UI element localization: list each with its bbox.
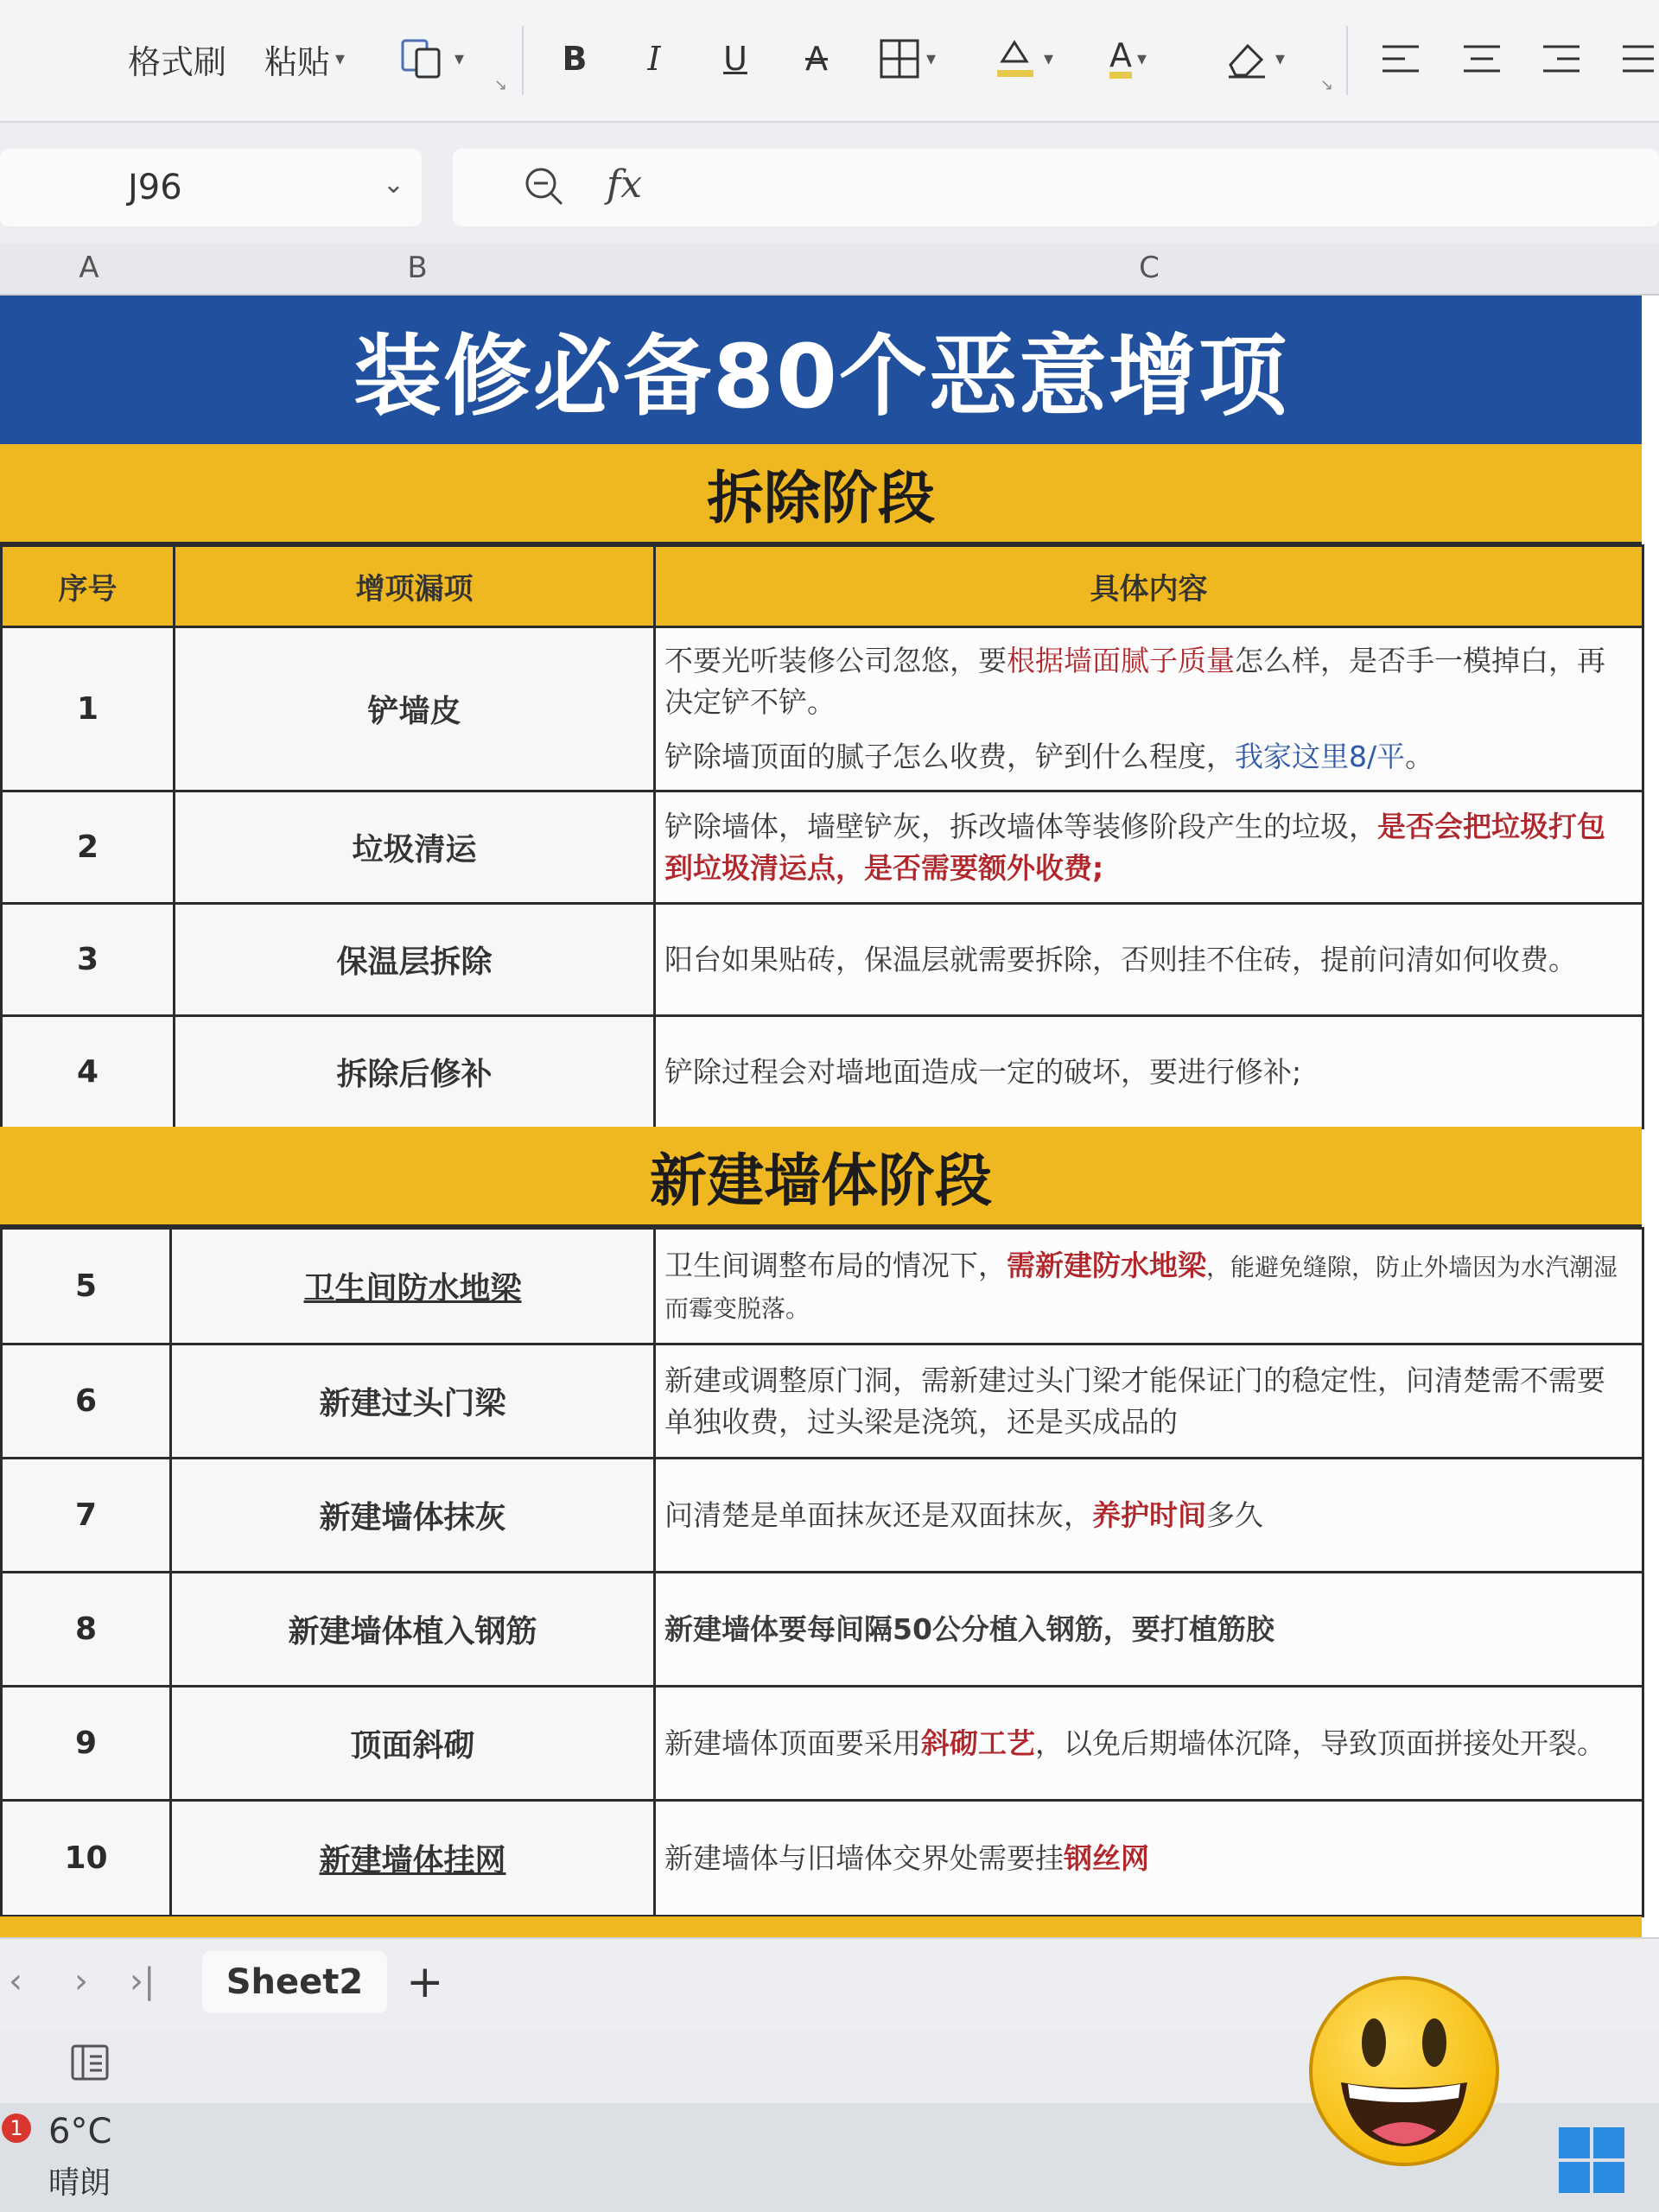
- weather-temperature[interactable]: 6°C: [48, 2112, 112, 2152]
- ribbon-separator: [522, 26, 524, 95]
- scroll-last-sheet-icon[interactable]: ›|: [130, 1961, 156, 2001]
- item-name[interactable]: 卫生间防水地梁: [171, 1229, 655, 1344]
- row-number[interactable]: 7: [2, 1459, 171, 1573]
- desc-highlight-red: 需新建防水地梁: [1007, 1248, 1206, 1282]
- paste-button[interactable]: [264, 33, 345, 85]
- desc-highlight-red: 钢丝网: [1064, 1840, 1149, 1875]
- justify-icon: [1619, 41, 1654, 76]
- section-header[interactable]: [0, 444, 1642, 544]
- sheet-tab[interactable]: [202, 1951, 387, 2013]
- formula-bar: [0, 123, 1659, 244]
- bold-button[interactable]: [544, 33, 605, 85]
- sheet-title: 装修必备80个恶意增项: [353, 326, 1288, 429]
- column-header-a[interactable]: A: [79, 251, 99, 285]
- clear-format-button[interactable]: [1224, 33, 1285, 85]
- desc-highlight-red: 斜砌工艺: [921, 1726, 1035, 1760]
- desc-text: 新建墙体顶面要采用: [664, 1726, 921, 1760]
- ribbon-toolbar: [0, 0, 1659, 123]
- desc-text: 不要光听装修公司忽悠，要: [664, 643, 1007, 677]
- windows-start-icon[interactable]: [1555, 2124, 1628, 2196]
- sheet-grid: [0, 296, 1659, 1937]
- table-header-row: [2, 546, 1643, 627]
- table-row: [2, 1459, 1643, 1573]
- align-right-icon: [1540, 41, 1583, 76]
- item-description[interactable]: [655, 627, 1643, 791]
- item-description[interactable]: 新建或调整原门洞，需新建过头门梁才能保证门的稳定性，问清楚需不需要单独收费，过头梁是浇筑，还是买成品的: [655, 1344, 1643, 1459]
- sheet-tab-label: Sheet2: [226, 1962, 364, 2002]
- new-wall-table: [0, 1227, 1644, 1917]
- section-header[interactable]: [0, 1127, 1642, 1227]
- underline-button[interactable]: [705, 33, 766, 85]
- desc-highlight-blue: 我家这里8/平: [1235, 740, 1406, 774]
- header-cell-item[interactable]: 增项漏项: [175, 546, 655, 627]
- name-box[interactable]: [0, 149, 422, 226]
- format-painter-button[interactable]: [128, 33, 226, 85]
- desc-highlight-red: 根据墙面腻子质量: [1007, 643, 1235, 677]
- strikethrough-label: A: [805, 40, 828, 78]
- desc-text: 铲除墙体，墙壁铲灰，拆改墙体等装修阶段产生的垃圾，: [664, 809, 1377, 843]
- desc-text: 怎么样，是否手一模掉白，再决定铲不铲。: [664, 643, 1605, 719]
- table-row: [2, 1573, 1643, 1687]
- chevron-down-icon: ▾: [1044, 48, 1054, 70]
- row-number[interactable]: 9: [2, 1687, 171, 1801]
- item-description[interactable]: [655, 1801, 1643, 1916]
- table-row: [2, 1344, 1643, 1459]
- desc-text: 问清楚是单面抹灰还是双面抹灰，: [664, 1497, 1092, 1532]
- desc-text: 铲除墙顶面的腻子怎么收费，铲到什么程度，: [664, 740, 1235, 774]
- align-center-button[interactable]: [1460, 33, 1503, 85]
- desc-highlight-red: 是否会把垃圾打包到垃圾清运点，是否需要额外收费;: [664, 809, 1605, 885]
- table-row: [2, 904, 1643, 1016]
- underline-label: U: [723, 40, 747, 78]
- row-number[interactable]: 8: [2, 1573, 171, 1687]
- desc-highlight-red: 养护时间: [1092, 1497, 1206, 1532]
- eraser-icon: [1224, 37, 1270, 80]
- item-name[interactable]: 拆除后修补: [175, 1016, 655, 1128]
- strikethrough-button[interactable]: [786, 33, 847, 85]
- item-description[interactable]: 铲除过程会对墙地面造成一定的破坏，要进行修补;: [655, 1016, 1643, 1128]
- demolition-table: [0, 544, 1644, 1129]
- section-title: 新建墙体阶段: [650, 1147, 992, 1214]
- item-name[interactable]: 保温层拆除: [175, 904, 655, 1016]
- weather-condition[interactable]: 晴朗: [48, 2165, 111, 2201]
- desc-text: 。: [1405, 740, 1434, 774]
- italic-button[interactable]: [624, 33, 684, 85]
- item-name[interactable]: 垃圾清运: [175, 791, 655, 904]
- item-name[interactable]: 铲墙皮: [175, 627, 655, 791]
- item-name[interactable]: 新建过头门梁: [171, 1344, 655, 1459]
- ribbon-separator: [1346, 26, 1348, 95]
- item-description[interactable]: [655, 791, 1643, 904]
- paste-special-button[interactable]: [399, 33, 464, 85]
- fill-color-icon: [992, 35, 1039, 82]
- chevron-down-icon: ▾: [335, 48, 346, 70]
- font-color-button[interactable]: [1109, 33, 1147, 85]
- italic-label: I: [647, 40, 661, 78]
- section-title: 拆除阶段: [707, 465, 935, 531]
- row-number[interactable]: 1: [2, 627, 175, 791]
- item-description[interactable]: [655, 1229, 1643, 1344]
- column-header-c[interactable]: C: [1139, 251, 1160, 285]
- table-row: [2, 627, 1643, 791]
- notification-badge: 1: [2, 2113, 31, 2143]
- align-right-button[interactable]: [1540, 33, 1583, 85]
- row-number[interactable]: 4: [2, 1016, 175, 1128]
- font-color-label: A: [1109, 39, 1132, 79]
- chevron-down-icon[interactable]: ⌄: [382, 169, 404, 200]
- row-number[interactable]: 3: [2, 904, 175, 1016]
- desc-text: 卫生间调整布局的情况下，: [664, 1248, 1007, 1282]
- row-number[interactable]: 5: [2, 1229, 171, 1344]
- next-section-header-partial[interactable]: [0, 1916, 1642, 1937]
- item-description[interactable]: 新建墙体要每间隔50公分植入钢筋，要打植筋胶: [655, 1573, 1643, 1687]
- table-row: [2, 1229, 1643, 1344]
- add-sheet-icon[interactable]: +: [406, 1956, 444, 2008]
- smiling-face-emoji: [1305, 1972, 1503, 2171]
- chevron-down-icon: ▾: [1137, 48, 1147, 70]
- sheet-title-banner[interactable]: [0, 296, 1642, 444]
- table-row: [2, 1801, 1643, 1916]
- zoom-icon[interactable]: [522, 164, 565, 207]
- desc-text: ，以免后期墙体沉降，导致顶面拼接处开裂。: [1035, 1726, 1605, 1760]
- bold-label: B: [562, 40, 588, 78]
- sidebar-toggle-icon[interactable]: [69, 2041, 112, 2084]
- item-name[interactable]: 新建墙体植入钢筋: [171, 1573, 655, 1687]
- desc-text: 新建墙体与旧墙体交界处需要挂: [664, 1840, 1064, 1875]
- desc-text: 多久: [1206, 1497, 1263, 1532]
- align-left-icon: [1379, 41, 1422, 76]
- border-icon: [878, 37, 921, 80]
- dialog-launcher-icon[interactable]: ↘: [494, 76, 508, 94]
- dialog-launcher-icon[interactable]: ↘: [1320, 76, 1334, 94]
- align-center-icon: [1460, 41, 1503, 76]
- format-painter-label: 格式刷: [128, 42, 227, 81]
- row-number[interactable]: 2: [2, 791, 175, 904]
- function-icon[interactable]: fx: [607, 162, 643, 207]
- chevron-down-icon: ▾: [454, 48, 465, 70]
- table-row: [2, 791, 1643, 904]
- header-cell-no[interactable]: 序号: [2, 546, 175, 627]
- fill-color-button[interactable]: [992, 33, 1053, 85]
- column-headers: [0, 244, 1659, 296]
- item-description[interactable]: [655, 1687, 1643, 1801]
- desc-text: ，能避免缝隙，防止外墙因为水汽潮湿而霉变脱落。: [664, 1252, 1618, 1323]
- paste-icon: [399, 35, 449, 82]
- formula-input[interactable]: [453, 149, 1659, 226]
- chevron-down-icon: ▾: [1275, 48, 1286, 70]
- item-name[interactable]: 顶面斜砌: [171, 1687, 655, 1801]
- align-left-button[interactable]: [1379, 33, 1422, 85]
- item-description[interactable]: [655, 1459, 1643, 1573]
- chevron-down-icon: ▾: [926, 48, 937, 70]
- header-cell-content[interactable]: 具体内容: [655, 546, 1643, 627]
- item-name[interactable]: 新建墙体抹灰: [171, 1459, 655, 1573]
- row-number[interactable]: 6: [2, 1344, 171, 1459]
- table-row: [2, 1687, 1643, 1801]
- scroll-next-sheet-icon[interactable]: ›: [74, 1961, 88, 2001]
- paste-label: 粘贴: [264, 42, 331, 81]
- item-name[interactable]: 新建墙体挂网: [171, 1801, 655, 1916]
- justify-button[interactable]: [1619, 33, 1654, 85]
- item-description[interactable]: 阳台如果贴砖，保温层就需要拆除，否则挂不住砖，提前问清如何收费。: [655, 904, 1643, 1016]
- scroll-prev-sheet-icon[interactable]: ‹: [9, 1961, 22, 2001]
- row-number[interactable]: 10: [2, 1801, 171, 1916]
- borders-button[interactable]: [878, 33, 936, 85]
- table-row: [2, 1016, 1643, 1128]
- cell-reference: J96: [128, 168, 182, 207]
- column-header-b[interactable]: B: [407, 251, 428, 285]
